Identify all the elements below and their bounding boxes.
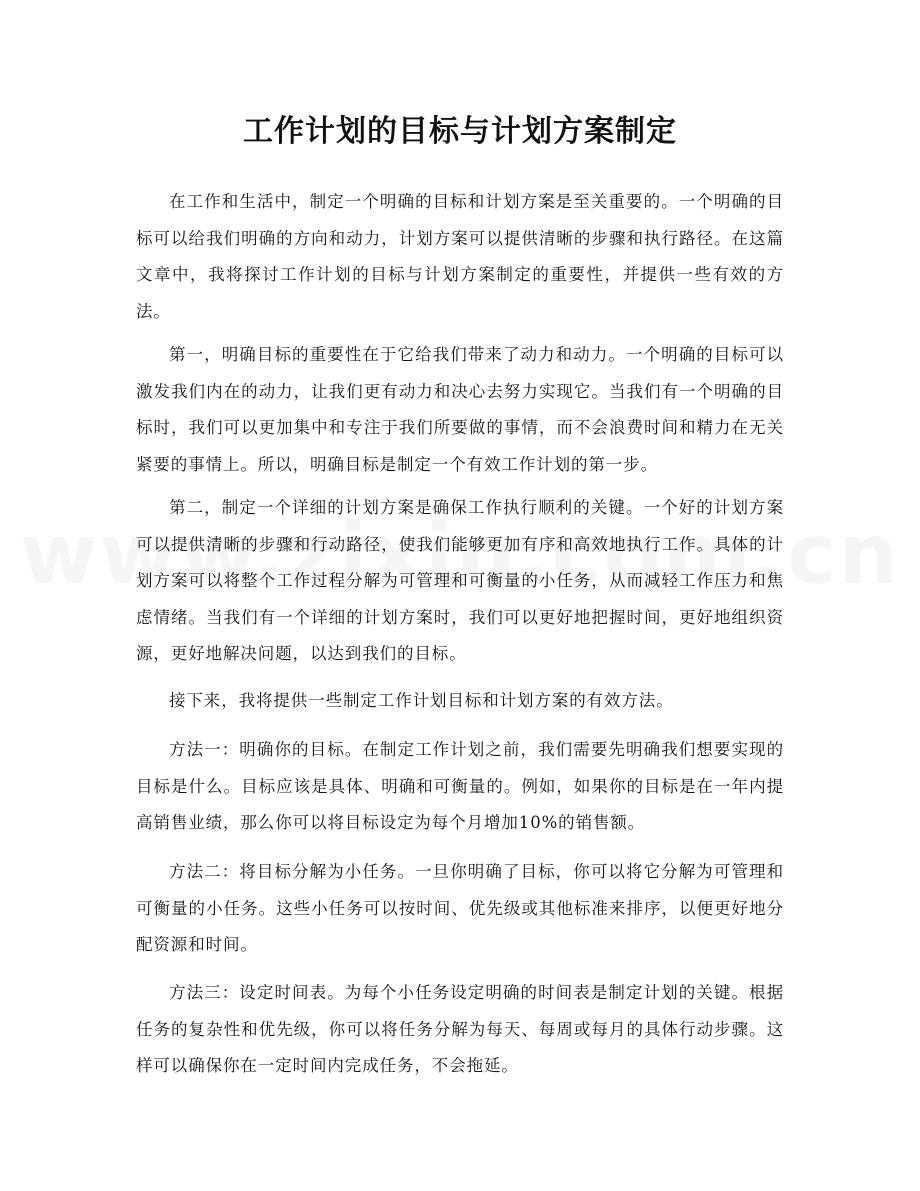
paragraph-intro: 在工作和生活中，制定一个明确的目标和计划方案是至关重要的。一个明确的目标可以给我们明确的方向和动力，计划方案可以提供清晰的步骤和执行路径。在这篇文章中，我将探讨工作计划的目标与计划方案制定的重要性，并提供一些有效的方法。: [136, 192, 784, 321]
paragraph-second: 第二，制定一个详细的计划方案是确保工作执行顺利的关键。一个好的计划方案可以提供清晰的步骤和行动路径，使我们能够更加有序和高效地执行工作。具体的计划方案可以将整个工作过程分解为可管理和可衡量的小任务，从而减轻工作压力和焦虑情绪。当我们有一个详细的计划方案时，我们可以更好地把握时间，更好地组织资源，更好地解决问题，以达到我们的目标。: [136, 498, 784, 663]
paragraph-first: 第一，明确目标的重要性在于它给我们带来了动力和动力。一个明确的目标可以激发我们内在的动力，让我们更有动力和决心去努力实现它。当我们有一个明确的目标时，我们可以更加集中和专注于我们所要做的事情，而不会浪费时间和精力在无关紧要的事情上。所以，明确目标是制定一个有效工作计划的第一步。: [136, 345, 784, 474]
paragraph-transition: 接下来，我将提供一些制定工作计划目标和计划方案的有效方法。: [169, 691, 674, 710]
page-title: 工作计划的目标与计划方案制定: [243, 114, 677, 149]
paragraph-method-two: 方法二：将目标分解为小任务。一旦你明确了目标，你可以将它分解为可管理和可衡量的小任务。这些小任务可以按时间、优先级或其他标准来排序，以便更好地分配资源和时间。: [136, 862, 784, 954]
paragraph-method-one: 方法一：明确你的目标。在制定工作计划之前，我们需要先明确我们想要实现的目标是什么。目标应该是具体、明确和可衡量的。例如，如果你的目标是在一年内提高销售业绩，那么你可以将目标设定为每个月增加10%的销售额。: [136, 740, 784, 832]
paragraph-method-three: 方法三：设定时间表。为每个小任务设定明确的时间表是制定计划的关键。根据任务的复杂性和优先级，你可以将任务分解为每天、每周或每月的具体行动步骤。这样可以确保你在一定时间内完成任务，不会拖延。: [136, 983, 784, 1075]
